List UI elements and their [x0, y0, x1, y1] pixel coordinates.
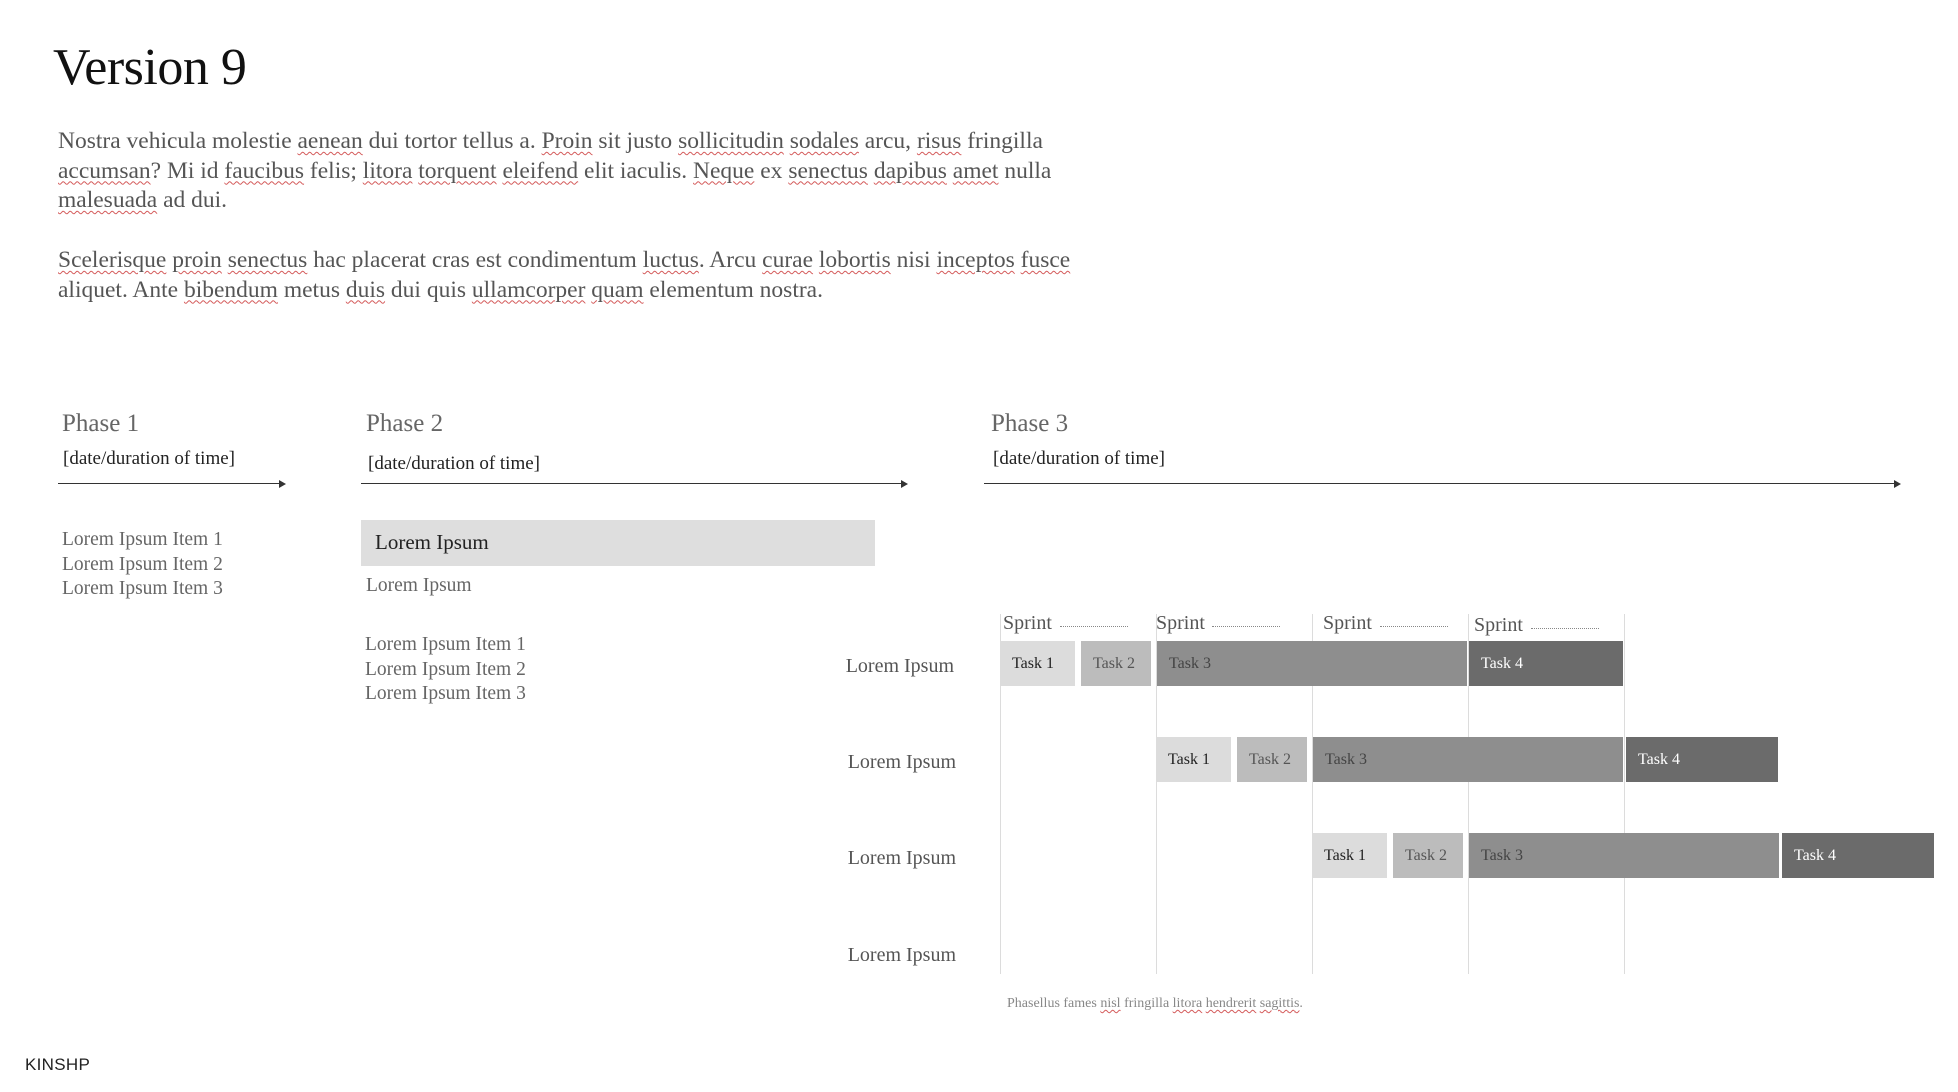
- spellcheck-word: proin: [172, 247, 222, 273]
- sprint-dotted-rule: [1531, 628, 1599, 629]
- spellcheck-word: accumsan: [58, 157, 151, 184]
- spellcheck-word: risus: [916, 128, 962, 154]
- task-bar: Task 2: [1081, 641, 1151, 686]
- spellcheck-word: Proin: [541, 128, 593, 154]
- task-bar: Task 2: [1237, 737, 1307, 782]
- phase-2-item-list: [365, 633, 526, 707]
- task-bar: Task 4: [1469, 641, 1623, 686]
- phase-2-title: Phase 2: [366, 410, 444, 437]
- spellcheck-word: amet: [952, 157, 999, 184]
- spellcheck-word: senectus: [227, 247, 308, 273]
- intro-paragraph-2: Scelerisque proin senectus hac placerat cras est condimentum luctus. Arcu curae lobortis nisi inceptos fusce aliquet. Ante bibendum metus duis dui quis ullamcorper quam elementum nostra.: [58, 247, 1071, 303]
- spellcheck-word: quam: [591, 276, 644, 303]
- spellcheck-word: fusce: [1020, 247, 1071, 273]
- spellcheck-word: hendrerit: [1205, 996, 1257, 1011]
- phase-3-duration: [date/duration of time]: [993, 448, 1165, 469]
- task-bar: Task 3: [1469, 833, 1779, 878]
- spellcheck-word: litora: [362, 157, 413, 184]
- phase-2-band-label: Lorem Ipsum: [375, 530, 489, 554]
- sprint-label: Sprint: [1323, 612, 1372, 634]
- spellcheck-word: inceptos: [936, 247, 1015, 273]
- task-bar: Task 1: [1000, 641, 1075, 686]
- spellcheck-word: lobortis: [818, 247, 891, 273]
- spellcheck-word: dapibus: [873, 157, 947, 184]
- brand-logo-text: KINSHP: [25, 1055, 91, 1074]
- spellcheck-word: duis: [345, 276, 386, 303]
- list-item: Lorem Ipsum Item 2: [62, 553, 223, 575]
- spellcheck-word: nisl: [1100, 996, 1121, 1011]
- row-label: Lorem Ipsum: [847, 944, 956, 966]
- phase-1-item-list: [62, 528, 223, 602]
- sprint-label: Sprint: [1156, 612, 1205, 634]
- spellcheck-word: luctus: [642, 247, 699, 273]
- list-item: Lorem Ipsum Item 1: [365, 634, 526, 655]
- spellcheck-word: sodales: [789, 128, 859, 154]
- spellcheck-word: senectus: [788, 157, 868, 184]
- spellcheck-word: sagittis: [1259, 996, 1300, 1011]
- list-item: Lorem Ipsum Item 2: [365, 658, 526, 680]
- spellcheck-word: torquent: [418, 157, 497, 184]
- list-item: Lorem Ipsum Item 3: [365, 683, 526, 704]
- task-bar: Task 2: [1393, 833, 1463, 878]
- sprint-label: Sprint: [1003, 612, 1052, 634]
- phase-3-title: Phase 3: [991, 410, 1069, 437]
- row-label: Lorem Ipsum: [845, 655, 954, 677]
- intro-paragraph-1: Nostra vehicula molestie aenean dui tortor tellus a. Proin sit justo sollicitudin sodales arcu, risus fringilla accumsan? Mi id faucibus felis; litora torquent eleifend elit iaculis. Neque ex senectus dapibus amet nulla malesuada ad dui.: [58, 128, 1052, 213]
- phase-2-arrow: [361, 483, 906, 484]
- page-title: Version 9: [53, 39, 247, 96]
- sprint-dotted-rule: [1060, 626, 1128, 627]
- gantt-caption: Phasellus fames nisl fringilla litora hendrerit sagittis.: [1007, 996, 1303, 1011]
- task-bar: Task 3: [1157, 641, 1467, 686]
- spellcheck-word: eleifend: [502, 157, 579, 184]
- sprint-label: Sprint: [1474, 614, 1523, 636]
- row-label: Lorem Ipsum: [847, 751, 956, 773]
- phase-3-arrow: [984, 483, 1899, 484]
- list-item: Lorem Ipsum Item 3: [62, 578, 223, 599]
- spellcheck-word: curae: [762, 247, 814, 273]
- task-bar: Task 4: [1782, 833, 1934, 878]
- spellcheck-word: Scelerisque: [58, 247, 167, 273]
- phase-1-duration: [date/duration of time]: [63, 448, 235, 469]
- spellcheck-word: ullamcorper: [471, 276, 586, 303]
- spellcheck-word: aenean: [297, 128, 363, 154]
- task-bar: Task 4: [1626, 737, 1778, 782]
- spellcheck-word: litora: [1172, 996, 1203, 1011]
- phase-1-arrow: [58, 483, 284, 484]
- spellcheck-word: Neque: [693, 157, 755, 184]
- task-bar: Task 3: [1313, 737, 1623, 782]
- task-bar: Task 1: [1312, 833, 1387, 878]
- list-item: Lorem Ipsum Item 1: [62, 529, 223, 550]
- sprint-divider: [1624, 614, 1625, 974]
- phase-2-duration: [date/duration of time]: [368, 453, 540, 474]
- task-bar: Task 1: [1156, 737, 1231, 782]
- sprint-dotted-rule: [1212, 626, 1280, 627]
- spellcheck-word: faucibus: [224, 157, 305, 184]
- sprint-dotted-rule: [1380, 626, 1448, 627]
- spellcheck-word: bibendum: [183, 276, 278, 303]
- phase-2-sub-label: Lorem Ipsum: [366, 575, 472, 596]
- spellcheck-word: sollicitudin: [678, 128, 784, 154]
- phase-1-title: Phase 1: [62, 410, 140, 437]
- row-label: Lorem Ipsum: [847, 847, 956, 869]
- spellcheck-word: malesuada: [58, 187, 158, 213]
